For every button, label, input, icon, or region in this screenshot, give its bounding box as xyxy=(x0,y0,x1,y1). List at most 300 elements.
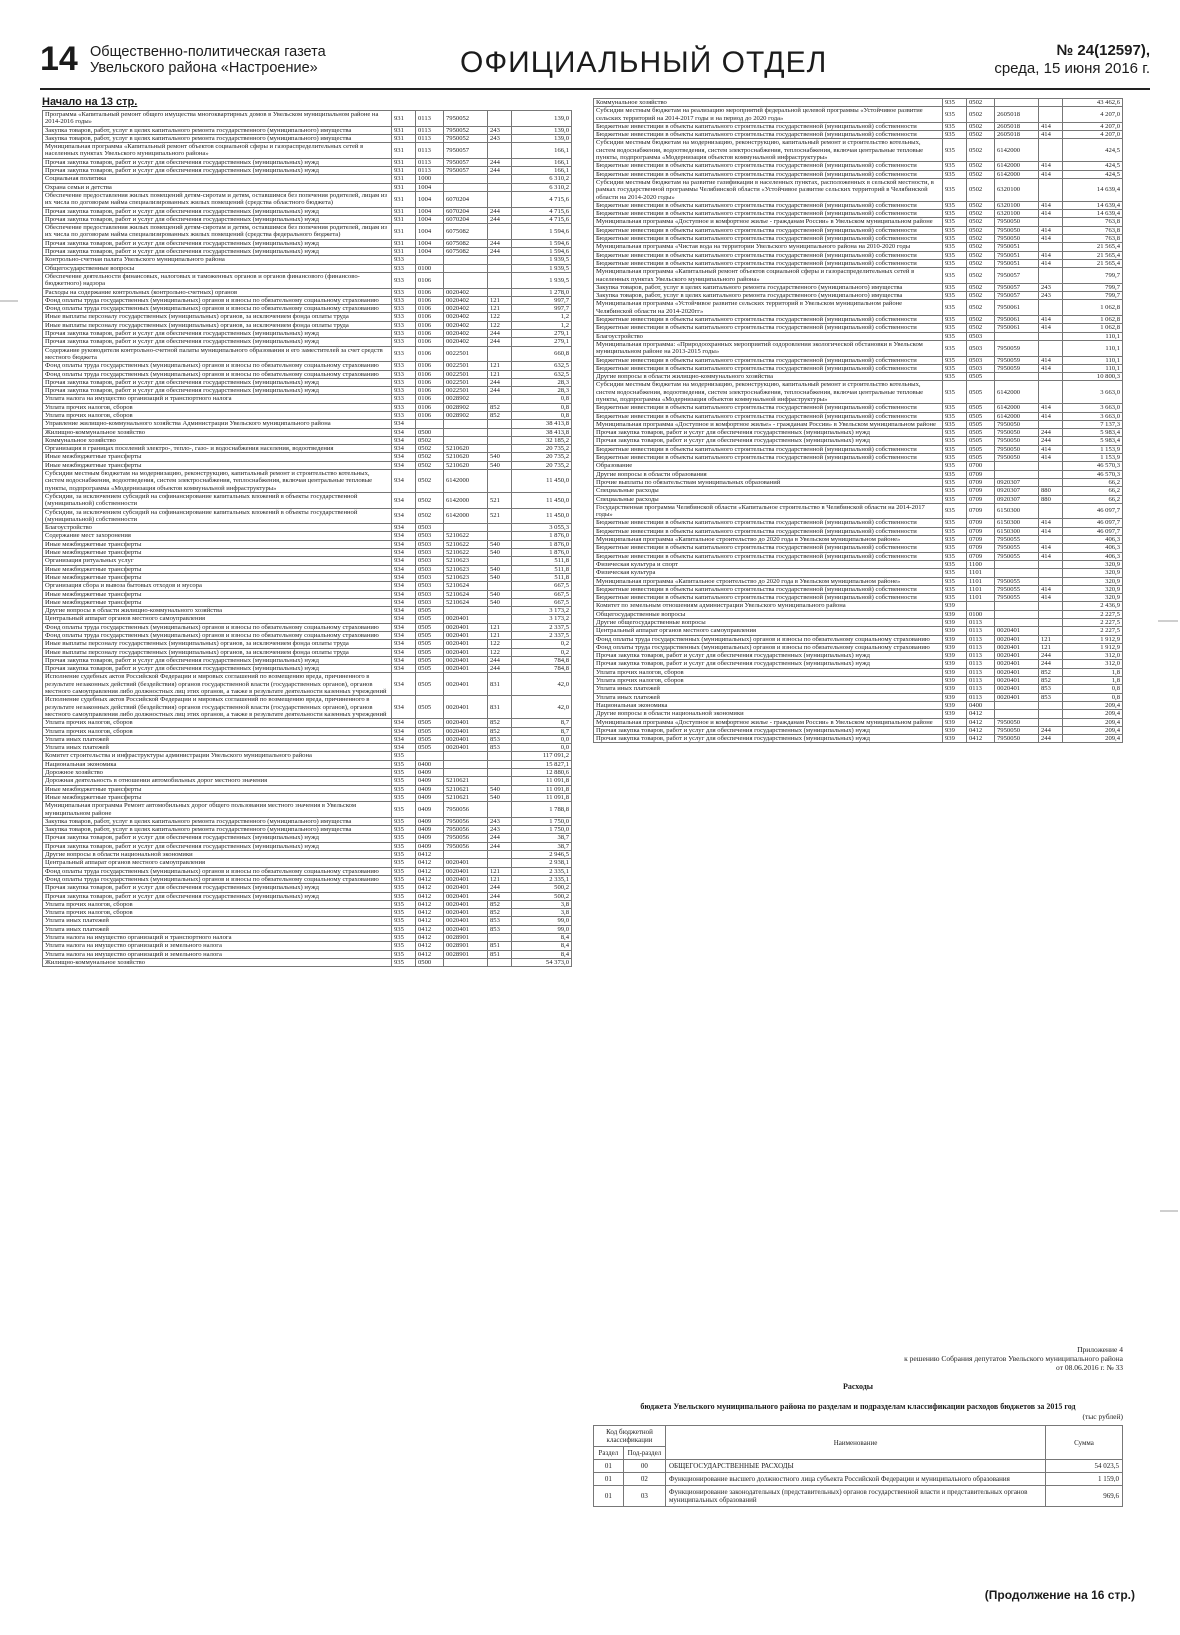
row-section: 1100 xyxy=(967,560,995,568)
row-target: 6142000 xyxy=(995,170,1039,178)
appx-sum: 54 023,5 xyxy=(1046,1460,1123,1473)
row-ministry: 935 xyxy=(943,495,967,503)
row-target: 7950050 xyxy=(995,437,1039,445)
table-row xyxy=(43,126,572,134)
row-target: 0020401 xyxy=(444,696,488,719)
row-ministry: 931 xyxy=(392,207,416,215)
row-section: 0505 xyxy=(416,673,444,696)
page-header xyxy=(40,30,1150,88)
row-target: 6320100 xyxy=(995,201,1039,209)
table-row xyxy=(43,917,572,925)
row-section: 0412 xyxy=(416,917,444,925)
row-name: Прочая закупка товаров, работ и услуг для обеспечения государственных (муниципальных) нужд xyxy=(43,248,392,256)
row-name: Уплата иных платежей xyxy=(43,735,392,743)
table-row xyxy=(43,370,572,378)
row-expense-type: 414 xyxy=(1039,316,1063,324)
row-name: Иные межбюджетные трансферты xyxy=(43,565,392,573)
row-section: 0113 xyxy=(416,126,444,134)
row-section: 0412 xyxy=(416,925,444,933)
row-section: 0409 xyxy=(416,834,444,842)
table-row xyxy=(43,884,572,892)
row-name: Фонд оплаты труда государственных (муниципальных) органов и взносы по обязательному социальному страхованию xyxy=(43,632,392,640)
row-expense-type: 121 xyxy=(488,867,512,875)
row-amount: 320,9 xyxy=(1063,577,1123,585)
row-expense-type: 121 xyxy=(488,296,512,304)
row-name: Уплата налога на имущество организаций и транспортного налога xyxy=(43,933,392,941)
row-name: Обеспечение деятельности финансовых, налоговых и таможенных органов и органов финансового (финансово-бюджетного) надзора xyxy=(43,272,392,288)
row-section: 0502 xyxy=(967,268,995,284)
row-section: 0505 xyxy=(967,404,995,412)
row-expense-type xyxy=(1039,462,1063,470)
row-target: 6150300 xyxy=(995,527,1039,535)
row-section: 0505 xyxy=(967,454,995,462)
row-target xyxy=(444,420,488,428)
row-section: 0505 xyxy=(967,381,995,404)
row-section: 0106 xyxy=(416,272,444,288)
row-target xyxy=(444,436,488,444)
row-section: 0409 xyxy=(416,817,444,825)
row-amount: 1 153,9 xyxy=(1063,445,1123,453)
row-ministry: 935 xyxy=(392,817,416,825)
row-name: Обеспечение предоставления жилых помещений детям-сиротам и детям, оставшимся без попечения родителей, лицам из их числа по договорам найма специализированных жилых помещений (средства федерального бюджета) xyxy=(43,224,392,240)
row-section: 0106 xyxy=(416,321,444,329)
row-ministry: 939 xyxy=(943,718,967,726)
table-row xyxy=(594,243,1123,251)
row-ministry: 935 xyxy=(943,364,967,372)
row-expense-type: 121 xyxy=(488,632,512,640)
table-row xyxy=(594,373,1123,381)
row-section: 0503 xyxy=(967,332,995,340)
row-amount: 2 227,5 xyxy=(1063,619,1123,627)
row-ministry: 935 xyxy=(943,218,967,226)
table-row xyxy=(43,461,572,469)
row-section: 0106 xyxy=(416,288,444,296)
table-row xyxy=(594,107,1123,123)
row-target: 7950061 xyxy=(995,316,1039,324)
row-name: Иные выплаты персоналу государственных (муниципальных) органов, за исключением фонда оплаты труда xyxy=(43,321,392,329)
row-section: 0505 xyxy=(416,744,444,752)
row-amount: 66,2 xyxy=(1063,487,1123,495)
row-amount: 46 097,7 xyxy=(1063,519,1123,527)
row-section: 0409 xyxy=(416,802,444,818)
table-row xyxy=(43,565,572,573)
table-row xyxy=(43,111,572,127)
row-name: Закупка товаров, работ, услуг в целях капитального ремонта государственного (муниципального) имущества xyxy=(43,817,392,825)
row-expense-type: 540 xyxy=(488,590,512,598)
table-row xyxy=(43,900,572,908)
table-row xyxy=(594,324,1123,332)
table-row xyxy=(43,524,572,532)
table-row xyxy=(594,283,1123,291)
row-target xyxy=(995,701,1039,709)
row-section: 0100 xyxy=(416,264,444,272)
row-section: 0502 xyxy=(967,162,995,170)
row-amount: 166,1 xyxy=(512,143,572,159)
row-name: Бюджетные инвестиции в объекты капитального строительства государственной (муниципальной) собственности xyxy=(594,412,943,420)
row-section: 0502 xyxy=(416,508,444,524)
row-expense-type: 244 xyxy=(488,665,512,673)
row-target xyxy=(444,760,488,768)
row-amount: 14 639,4 xyxy=(1063,201,1123,209)
row-amount: 28,3 xyxy=(512,387,572,395)
row-target: 6075082 xyxy=(444,224,488,240)
table-row xyxy=(43,492,572,508)
row-name: Иные межбюджетные трансферты xyxy=(43,590,392,598)
row-amount: 38,7 xyxy=(512,834,572,842)
row-name: Прочая закупка товаров, работ и услуг для обеспечения государственных (муниципальных) нужд xyxy=(594,429,943,437)
row-amount: 6 310,2 xyxy=(512,175,572,183)
row-target: 6070204 xyxy=(444,207,488,215)
row-section: 0113 xyxy=(416,158,444,166)
row-expense-type xyxy=(1039,139,1063,162)
row-amount: 139,0 xyxy=(512,111,572,127)
row-amount: 1 062,8 xyxy=(1063,300,1123,316)
table-row xyxy=(594,536,1123,544)
row-expense-type: 244 xyxy=(1039,429,1063,437)
table-row xyxy=(43,875,572,883)
row-section: 0505 xyxy=(416,665,444,673)
row-ministry: 935 xyxy=(943,454,967,462)
row-section: 0412 xyxy=(416,950,444,958)
row-expense-type xyxy=(488,851,512,859)
row-name: Уплата иных платежей xyxy=(43,744,392,752)
row-target: 0020401 xyxy=(444,892,488,900)
row-ministry: 935 xyxy=(392,950,416,958)
row-ministry: 935 xyxy=(392,875,416,883)
row-expense-type: 853 xyxy=(1039,685,1063,693)
row-name: Прочая закупка товаров, работ и услуг для обеспечения государственных (муниципальных) нужд xyxy=(43,167,392,175)
row-ministry: 939 xyxy=(943,677,967,685)
row-target: 0020401 xyxy=(995,635,1039,643)
row-target xyxy=(444,851,488,859)
row-name: Другие вопросы в области жилищно-коммунального хозяйства xyxy=(594,373,943,381)
row-name: Фонд оплаты труда государственных (муниципальных) органов и взносы по обязательному социальному страхованию xyxy=(594,643,943,651)
row-name: Организация в границах поселений электро-, тепло-, газо- и водоснабжения населения, водоотведения xyxy=(43,445,392,453)
row-name: Жилищно-коммунальное хозяйство xyxy=(43,428,392,436)
row-target: 7950050 xyxy=(995,226,1039,234)
table-row xyxy=(43,453,572,461)
row-expense-type xyxy=(1039,718,1063,726)
row-amount: 1 939,5 xyxy=(512,256,572,264)
row-name: Уплата прочих налогов, сборов xyxy=(43,909,392,917)
row-expense-type: 414 xyxy=(1039,226,1063,234)
row-name: Бюджетные инвестиции в объекты капитального строительства государственной (муниципальной) собственности xyxy=(594,519,943,527)
table-row xyxy=(43,933,572,941)
row-name: Специальные расходы xyxy=(594,487,943,495)
row-name: Социальная политика xyxy=(43,175,392,183)
row-expense-type xyxy=(488,183,512,191)
row-name: Прочая закупка товаров, работ и услуг для обеспечения государственных (муниципальных) нужд xyxy=(594,735,943,743)
row-ministry: 935 xyxy=(392,769,416,777)
row-expense-type: 122 xyxy=(488,640,512,648)
row-name: Фонд оплаты труда государственных (муниципальных) органов и взносы по обязательному социальному страхованию xyxy=(43,875,392,883)
issue-date: среда, 15 июня 2016 г. xyxy=(994,60,1150,77)
table-row xyxy=(43,640,572,648)
table-row xyxy=(594,259,1123,267)
row-expense-type: 414 xyxy=(1039,251,1063,259)
row-section: 0502 xyxy=(967,178,995,201)
row-target: 0920307 xyxy=(995,495,1039,503)
row-amount: 5 983,4 xyxy=(1063,437,1123,445)
table-row xyxy=(43,673,572,696)
row-name: Общегосударственные вопросы xyxy=(43,264,392,272)
row-section: 0412 xyxy=(416,942,444,950)
table-row xyxy=(43,549,572,557)
row-ministry: 935 xyxy=(392,917,416,925)
row-amount: 0,8 xyxy=(512,411,572,419)
row-amount: 11 091,8 xyxy=(512,785,572,793)
table-row xyxy=(594,660,1123,668)
row-amount: 4 715,6 xyxy=(512,207,572,215)
row-name: Исполнение судебных актов Российской Федерации и мировых соглашений по возмещению вреда, причиненного в результате незаконных действий (бездействия) органов государственной власти (государственных органов), органов местного самоуправления либо должностных лиц этих органов, а также в результате деятельности казенных учреждений xyxy=(43,696,392,719)
table-row xyxy=(594,340,1123,356)
row-expense-type xyxy=(1039,218,1063,226)
row-target: 0920307 xyxy=(995,478,1039,486)
table-row xyxy=(594,685,1123,693)
row-section xyxy=(416,752,444,760)
row-amount: 799,7 xyxy=(1063,283,1123,291)
row-name: Государственная программа Челябинской области «Капитальное строительство в Челябинской области на 2014-2017 годы» xyxy=(594,503,943,519)
row-section: 0409 xyxy=(416,793,444,801)
row-amount: 14 639,4 xyxy=(1063,210,1123,218)
row-expense-type: 244 xyxy=(488,207,512,215)
row-amount: 2 337,5 xyxy=(512,623,572,631)
row-ministry: 935 xyxy=(943,131,967,139)
row-target: 0028901 xyxy=(444,950,488,958)
row-expense-type xyxy=(488,760,512,768)
row-ministry: 933 xyxy=(392,411,416,419)
row-ministry: 931 xyxy=(392,175,416,183)
row-section: 0106 xyxy=(416,362,444,370)
row-name: Бюджетные инвестиции в объекты капитального строительства государственной (муниципальной) собственности xyxy=(594,235,943,243)
row-expense-type xyxy=(1039,178,1063,201)
row-amount: 5 983,4 xyxy=(1063,429,1123,437)
row-target: 0020401 xyxy=(444,623,488,631)
row-section: 0502 xyxy=(967,218,995,226)
table-row xyxy=(43,296,572,304)
row-amount: 320,9 xyxy=(1063,594,1123,602)
row-section: 0113 xyxy=(967,619,995,627)
appx-name: ОБЩЕГОСУДАРСТВЕННЫЕ РАСХОДЫ xyxy=(666,1460,1046,1473)
row-ministry: 931 xyxy=(392,224,416,240)
row-expense-type: 122 xyxy=(488,321,512,329)
table-row xyxy=(594,693,1123,701)
row-section: 1101 xyxy=(967,585,995,593)
row-expense-type: 852 xyxy=(488,411,512,419)
row-amount: 4 207,0 xyxy=(1063,131,1123,139)
row-section: 0502 xyxy=(416,436,444,444)
table-row xyxy=(594,470,1123,478)
row-amount: 0,8 xyxy=(1063,685,1123,693)
table-row xyxy=(43,615,572,623)
row-amount: 32 185,2 xyxy=(512,436,572,444)
row-target xyxy=(995,602,1039,610)
row-ministry: 934 xyxy=(392,508,416,524)
row-section: 0505 xyxy=(416,656,444,664)
table-row xyxy=(594,1486,1123,1507)
row-ministry: 934 xyxy=(392,615,416,623)
row-ministry: 939 xyxy=(943,693,967,701)
row-expense-type: 243 xyxy=(488,126,512,134)
row-target: 7950056 xyxy=(444,842,488,850)
table-row xyxy=(594,292,1123,300)
table-row xyxy=(43,420,572,428)
row-name: Другие вопросы в области образования xyxy=(594,470,943,478)
row-expense-type: 540 xyxy=(488,598,512,606)
row-amount: 4 715,6 xyxy=(512,191,572,207)
row-expense-type: 244 xyxy=(488,330,512,338)
appx-sum: 969,6 xyxy=(1046,1486,1123,1507)
right-column xyxy=(593,98,1123,743)
row-section: 1004 xyxy=(416,191,444,207)
row-section: 0412 xyxy=(416,875,444,883)
row-ministry: 934 xyxy=(392,582,416,590)
head-name: Наименование xyxy=(666,1426,1046,1460)
row-ministry: 934 xyxy=(392,461,416,469)
row-expense-type xyxy=(488,470,512,493)
row-ministry: 934 xyxy=(392,524,416,532)
row-section: 0502 xyxy=(967,243,995,251)
row-name: Фонд оплаты труда государственных (муниципальных) органов и взносы по обязательному социальному страхованию xyxy=(43,362,392,370)
row-target: 6142000 xyxy=(995,139,1039,162)
row-target: 2605018 xyxy=(995,131,1039,139)
row-section: 0505 xyxy=(967,437,995,445)
appendix-table xyxy=(593,1425,1123,1507)
row-section: 0502 xyxy=(416,445,444,453)
row-ministry: 935 xyxy=(943,552,967,560)
table-row xyxy=(43,540,572,548)
row-amount: 1 594,6 xyxy=(512,239,572,247)
row-section: 0409 xyxy=(416,769,444,777)
row-expense-type: 244 xyxy=(488,215,512,223)
row-section: 1004 xyxy=(416,207,444,215)
row-expense-type xyxy=(1039,381,1063,404)
row-ministry: 933 xyxy=(392,346,416,362)
header-rule xyxy=(40,88,1150,90)
row-ministry: 935 xyxy=(943,445,967,453)
row-name: Контрольно-счетная палата Увельского муниципального района xyxy=(43,256,392,264)
appx-subsection: 00 xyxy=(623,1460,665,1473)
row-expense-type: 880 xyxy=(1039,487,1063,495)
row-expense-type: 540 xyxy=(488,785,512,793)
row-expense-type: 243 xyxy=(488,826,512,834)
row-ministry: 935 xyxy=(943,324,967,332)
row-amount: 632,5 xyxy=(512,370,572,378)
row-amount: 14 639,4 xyxy=(1063,178,1123,201)
row-name: Комитет по земельным отношениям администрации Увельского муниципального района xyxy=(594,602,943,610)
table-row xyxy=(43,557,572,565)
row-ministry: 935 xyxy=(392,834,416,842)
row-name: Бюджетные инвестиции в объекты капитального строительства государственной (муниципальной) собственности xyxy=(594,552,943,560)
row-target: 0020401 xyxy=(995,652,1039,660)
row-expense-type: 853 xyxy=(1039,693,1063,701)
row-name: Благоустройство xyxy=(594,332,943,340)
row-name: Уплата прочих налогов, сборов xyxy=(43,403,392,411)
row-amount: 312,0 xyxy=(1063,660,1123,668)
row-amount: 4 715,6 xyxy=(512,215,572,223)
row-section: 0503 xyxy=(416,549,444,557)
row-target xyxy=(995,99,1039,107)
row-expense-type xyxy=(1039,340,1063,356)
row-expense-type: 244 xyxy=(488,167,512,175)
row-target: 5210620 xyxy=(444,461,488,469)
row-ministry: 935 xyxy=(943,437,967,445)
table-row xyxy=(43,826,572,834)
row-name: Уплата прочих налогов, сборов xyxy=(43,719,392,727)
row-target: 6142000 xyxy=(995,412,1039,420)
table-row xyxy=(43,696,572,719)
row-name: Другие вопросы в области национальной экономики xyxy=(43,851,392,859)
row-amount: 21 565,4 xyxy=(1063,243,1123,251)
row-section: 0505 xyxy=(967,445,995,453)
row-target: 7950051 xyxy=(995,251,1039,259)
table-row xyxy=(594,544,1123,552)
row-ministry: 935 xyxy=(392,925,416,933)
row-ministry: 933 xyxy=(392,288,416,296)
row-section: 0412 xyxy=(416,900,444,908)
row-name: Центральный аппарат органов местного самоуправления xyxy=(43,615,392,623)
row-target: 0020401 xyxy=(444,615,488,623)
table-row xyxy=(594,701,1123,709)
row-amount: 1 594,6 xyxy=(512,248,572,256)
row-target: 7950055 xyxy=(995,536,1039,544)
row-ministry: 933 xyxy=(392,338,416,346)
row-name: Бюджетные инвестиции в объекты капитального строительства государственной (муниципальной) собственности xyxy=(594,324,943,332)
row-target: 7950057 xyxy=(995,292,1039,300)
row-amount: 279,1 xyxy=(512,338,572,346)
row-expense-type: 122 xyxy=(488,313,512,321)
row-target xyxy=(444,272,488,288)
row-amount: 139,0 xyxy=(512,134,572,142)
row-target: 0028901 xyxy=(444,933,488,941)
row-amount: 500,2 xyxy=(512,884,572,892)
row-amount: 1,8 xyxy=(1063,677,1123,685)
row-amount: 1 278,0 xyxy=(512,288,572,296)
row-amount: 1,2 xyxy=(512,313,572,321)
table-row xyxy=(43,867,572,875)
row-expense-type: 244 xyxy=(1039,726,1063,734)
row-amount: 110,1 xyxy=(1063,340,1123,356)
row-name: Физическая культура и спорт xyxy=(594,560,943,568)
row-section: 0503 xyxy=(416,573,444,581)
row-ministry: 935 xyxy=(392,859,416,867)
row-target: 0020401 xyxy=(995,693,1039,701)
row-amount: 2 946,5 xyxy=(512,851,572,859)
row-target: 5210624 xyxy=(444,582,488,590)
row-ministry: 934 xyxy=(392,470,416,493)
row-target: 0020402 xyxy=(444,296,488,304)
row-expense-type: 521 xyxy=(488,508,512,524)
row-ministry: 933 xyxy=(392,370,416,378)
table-row xyxy=(594,635,1123,643)
row-expense-type xyxy=(1039,577,1063,585)
row-name: Уплата иных платежей xyxy=(594,693,943,701)
row-section: 0700 xyxy=(967,462,995,470)
row-target: 6142000 xyxy=(995,162,1039,170)
row-section: 0113 xyxy=(416,111,444,127)
row-target: 7950061 xyxy=(995,324,1039,332)
table-row xyxy=(594,139,1123,162)
row-ministry: 935 xyxy=(943,478,967,486)
row-section: 0503 xyxy=(416,557,444,565)
row-target xyxy=(995,610,1039,618)
row-target: 5210621 xyxy=(444,785,488,793)
row-target: 7950052 xyxy=(444,134,488,142)
row-name: Прочая закупка товаров, работ и услуг для обеспечения государственных (муниципальных) нужд xyxy=(43,207,392,215)
row-name: Муниципальная программа: «Природоохранных мероприятий оздоровления экологической обстановки в Увельском муниципальном районе на 2013-2015 годы» xyxy=(594,340,943,356)
row-expense-type: 540 xyxy=(488,461,512,469)
row-ministry: 933 xyxy=(392,264,416,272)
